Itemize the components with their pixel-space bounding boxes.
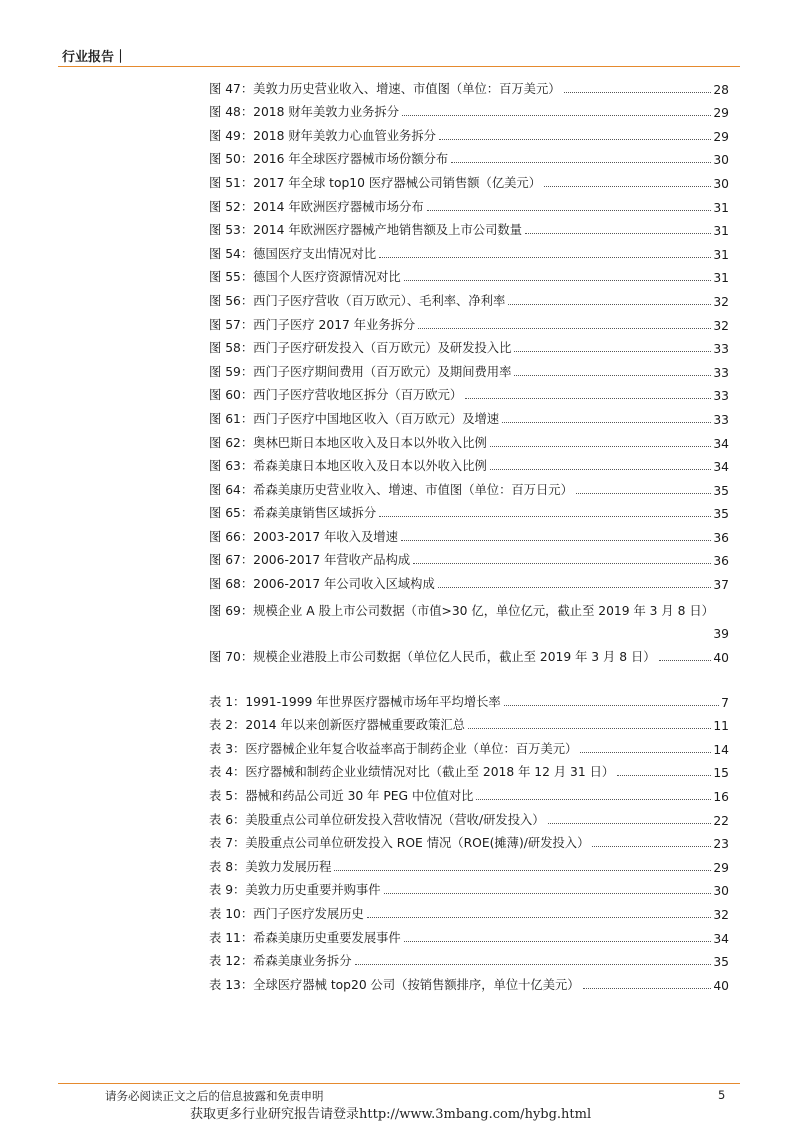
table-entry-title: 表 13：全球医疗器械 top20 公司（按销售额排序，单位十亿美元） [209, 977, 580, 992]
figure-entry-page: 33 [713, 342, 729, 357]
figure-entry-title: 图 52：2014 年欧洲医疗器械市场分布 [209, 199, 424, 214]
leader-dots [384, 892, 712, 894]
figure-entry-page: 31 [713, 247, 729, 262]
table-entry-page: 30 [713, 884, 729, 899]
leader-dots [548, 822, 712, 824]
table-entry[interactable] [209, 969, 729, 993]
figure-entry-page: 30 [713, 153, 729, 168]
leader-dots [508, 303, 711, 305]
figure-entry-title: 图 49：2018 财年美敦力心血管业务拆分 [209, 128, 436, 143]
leader-dots [439, 138, 711, 140]
figure-70-entry[interactable] [209, 641, 729, 665]
figure-entry[interactable] [209, 120, 729, 144]
figure-70-page: 40 [713, 650, 729, 665]
figure-entry-page: 36 [713, 554, 729, 569]
table-entry-page: 23 [713, 837, 729, 852]
figure-entry[interactable] [209, 262, 729, 286]
leader-dots [659, 659, 712, 661]
leader-dots [490, 468, 712, 470]
leader-dots [379, 515, 711, 517]
table-entry-page: 35 [713, 955, 729, 970]
figure-entry[interactable] [209, 191, 729, 215]
figure-entry-title: 图 50：2016 年全球医疗器械市场份额分布 [209, 152, 449, 167]
figure-entry-page: 34 [713, 460, 729, 475]
table-entry[interactable] [209, 875, 729, 899]
leader-dots [592, 845, 711, 847]
figure-entry-title: 图 48：2018 财年美敦力业务拆分 [209, 105, 400, 120]
figure-entry-page: 35 [713, 507, 729, 522]
figure-entry-page: 29 [713, 129, 729, 144]
leader-dots [367, 916, 712, 918]
figure-69-title: 图 69：规模企业 A 股上市公司数据（市值>30 亿，单位亿元，截止至 2019 年 3 月 8 日） [209, 604, 714, 618]
figure-entry[interactable] [209, 167, 729, 191]
figure-entry[interactable] [209, 333, 729, 357]
leader-dots [502, 421, 711, 423]
leader-dots [379, 256, 711, 258]
figure-entry-page: 29 [713, 106, 729, 121]
figure-entry-page: 30 [713, 176, 729, 191]
figure-entry-title: 图 57：西门子医疗 2017 年业务拆分 [209, 317, 416, 332]
leader-dots [544, 185, 711, 187]
figure-entry[interactable] [209, 356, 729, 380]
figure-entry[interactable] [209, 380, 729, 404]
disclaimer-text: 请务必阅读正文之后的信息披露和免责申明 [105, 1089, 324, 1103]
figure-entry-title: 图 63：希森美康日本地区收入及日本以外收入比例 [209, 459, 487, 474]
table-entry-page: 34 [713, 931, 729, 946]
leader-dots [576, 492, 711, 494]
leader-dots [438, 586, 712, 588]
report-type-label: 行业报告｜ [62, 50, 128, 65]
table-entry-page: 32 [713, 907, 729, 922]
figure-entry[interactable] [209, 144, 729, 168]
figure-entry[interactable] [209, 285, 729, 309]
figure-entry[interactable] [209, 238, 729, 262]
table-entry-title: 表 10：西门子医疗发展历史 [209, 906, 364, 921]
table-entry[interactable] [209, 757, 729, 781]
leader-dots [404, 279, 712, 281]
table-entry[interactable] [209, 851, 729, 875]
leader-dots [580, 751, 711, 753]
figure-entry-page: 31 [713, 200, 729, 215]
table-entry-page: 7 [721, 695, 729, 710]
table-entry-title: 表 2：2014 年以来创新医疗器械重要政策汇总 [209, 718, 465, 733]
leader-dots [451, 161, 711, 163]
figure-entry-page: 34 [713, 436, 729, 451]
leader-dots [413, 562, 711, 564]
table-entry-title: 表 3：医疗器械企业年复合收益率高于制药企业（单位：百万美元） [209, 741, 578, 756]
table-entry-page: 29 [713, 860, 729, 875]
page-number: 5 [718, 1088, 726, 1102]
footer-divider [58, 1083, 740, 1084]
figure-entry[interactable] [209, 498, 729, 522]
table-entry[interactable] [209, 780, 729, 804]
figure-entry-title: 图 59：西门子医疗期间费用（百万欧元）及期间费用率 [209, 364, 512, 379]
table-entry[interactable] [209, 686, 729, 710]
figure-entry[interactable] [209, 521, 729, 545]
leader-dots [334, 869, 711, 871]
leader-dots [427, 209, 712, 211]
figure-entry-page: 28 [713, 82, 729, 97]
figure-entry-page: 35 [713, 483, 729, 498]
figure-entry-page: 32 [713, 294, 729, 309]
table-entry-title: 表 11：希森美康历史重要发展事件 [209, 930, 401, 945]
figure-entry-title: 图 67：2006-2017 年营收产品构成 [209, 553, 411, 568]
leader-dots [418, 327, 711, 329]
figure-entry[interactable] [209, 568, 729, 592]
leader-dots [402, 114, 711, 116]
promo-link-text[interactable]: 获取更多行业研究报告请登录http://www.3mbang.com/hybg.html [190, 1107, 592, 1122]
table-entry[interactable] [209, 828, 729, 852]
figure-entry-page: 33 [713, 412, 729, 427]
figure-entry[interactable] [209, 403, 729, 427]
leader-dots [564, 91, 712, 93]
figure-entry[interactable] [209, 451, 729, 475]
leader-dots [468, 727, 711, 729]
table-entry[interactable] [209, 733, 729, 757]
table-entry-page: 15 [713, 766, 729, 781]
figure-entry-title: 图 64：希森美康历史营业收入、增速、市值图（单位：百万日元） [209, 482, 573, 497]
figure-entry[interactable] [209, 427, 729, 451]
table-entry-title: 表 12：希森美康业务拆分 [209, 954, 352, 969]
figure-69-page: 39 [713, 627, 729, 641]
figure-entry-title: 图 68：2006-2017 年公司收入区域构成 [209, 577, 435, 592]
leader-dots [514, 350, 711, 352]
figure-list [209, 73, 729, 592]
leader-dots [476, 798, 711, 800]
figure-entry-title: 图 47：美敦力历史营业收入、增速、市值图（单位：百万美元） [209, 81, 561, 96]
figure-entry-title: 图 62：奥林巴斯日本地区收入及日本以外收入比例 [209, 435, 487, 450]
leader-dots [355, 963, 712, 965]
figure-entry[interactable] [209, 215, 729, 239]
figure-entry-title: 图 55：德国个人医疗资源情况对比 [209, 270, 401, 285]
figure-entry-page: 32 [713, 318, 729, 333]
table-entry[interactable] [209, 804, 729, 828]
table-entry-title: 表 8：美敦力发展历程 [209, 859, 332, 874]
figure-entry-page: 37 [713, 578, 729, 593]
table-entry[interactable] [209, 710, 729, 734]
table-entry[interactable] [209, 898, 729, 922]
leader-dots [583, 987, 712, 989]
figure-entry[interactable] [209, 97, 729, 121]
table-entry-title: 表 1：1991-1999 年世界医疗器械市场年平均增长率 [209, 694, 501, 709]
figure-69-entry[interactable] [209, 600, 729, 646]
figure-entry-title: 图 61：西门子医疗中国地区收入（百万欧元）及增速 [209, 411, 500, 426]
table-entry-title: 表 5：器械和药品公司近 30 年 PEG 中位值对比 [209, 788, 474, 803]
figure-70-title: 图 70：规模企业港股上市公司数据（单位亿人民币，截止至 2019 年 3 月 8 日） [209, 649, 656, 664]
leader-dots [401, 539, 711, 541]
leader-dots [525, 232, 711, 234]
figure-entry-title: 图 60：西门子医疗营收地区拆分（百万欧元） [209, 388, 463, 403]
table-entry-page: 22 [713, 813, 729, 828]
figure-entry-page: 36 [713, 530, 729, 545]
leader-dots [504, 704, 719, 706]
table-entry-page: 14 [713, 742, 729, 757]
header-divider [58, 66, 740, 67]
figure-entry[interactable] [209, 545, 729, 569]
table-entry-page: 11 [713, 719, 729, 734]
table-entry-title: 表 7：美股重点公司单位研发投入 ROE 情况（ROE(摊薄)/研发投入） [209, 836, 590, 851]
figure-entry-title: 图 66：2003-2017 年收入及增速 [209, 529, 398, 544]
table-entry-page: 40 [713, 978, 729, 993]
figure-entry-title: 图 58：西门子医疗研发投入（百万欧元）及研发投入比 [209, 341, 512, 356]
figure-entry[interactable] [209, 309, 729, 333]
figure-entry-page: 31 [713, 271, 729, 286]
figure-entry-title: 图 51：2017 年全球 top10 医疗器械公司销售额（亿美元） [209, 175, 542, 190]
figure-entry-page: 33 [713, 365, 729, 380]
figure-entry-title: 图 56：西门子医疗营收（百万欧元）、毛利率、净利率 [209, 293, 506, 308]
figure-entry[interactable] [209, 73, 729, 97]
leader-dots [514, 374, 711, 376]
leader-dots [490, 445, 712, 447]
table-entry[interactable] [209, 922, 729, 946]
figure-entry-page: 33 [713, 389, 729, 404]
table-entry-title: 表 9：美敦力历史重要并购事件 [209, 883, 381, 898]
table-entry-page: 16 [713, 789, 729, 804]
table-entry-title: 表 6：美股重点公司单位研发投入营收情况（营收/研发投入） [209, 812, 545, 827]
figure-entry-title: 图 53：2014 年欧洲医疗器械产地销售额及上市公司数量 [209, 223, 522, 238]
table-list [209, 686, 729, 993]
figure-entry-page: 31 [713, 224, 729, 239]
table-entry-title: 表 4：医疗器械和制药企业业绩情况对比（截止至 2018 年 12 月 31 日） [209, 765, 615, 780]
leader-dots [465, 397, 711, 399]
figure-entry-title: 图 65：希森美康销售区域拆分 [209, 506, 377, 521]
figure-entry-title: 图 54：德国医疗支出情况对比 [209, 246, 377, 261]
table-entry[interactable] [209, 946, 729, 970]
leader-dots [404, 940, 712, 942]
figure-entry[interactable] [209, 474, 729, 498]
leader-dots [617, 774, 711, 776]
